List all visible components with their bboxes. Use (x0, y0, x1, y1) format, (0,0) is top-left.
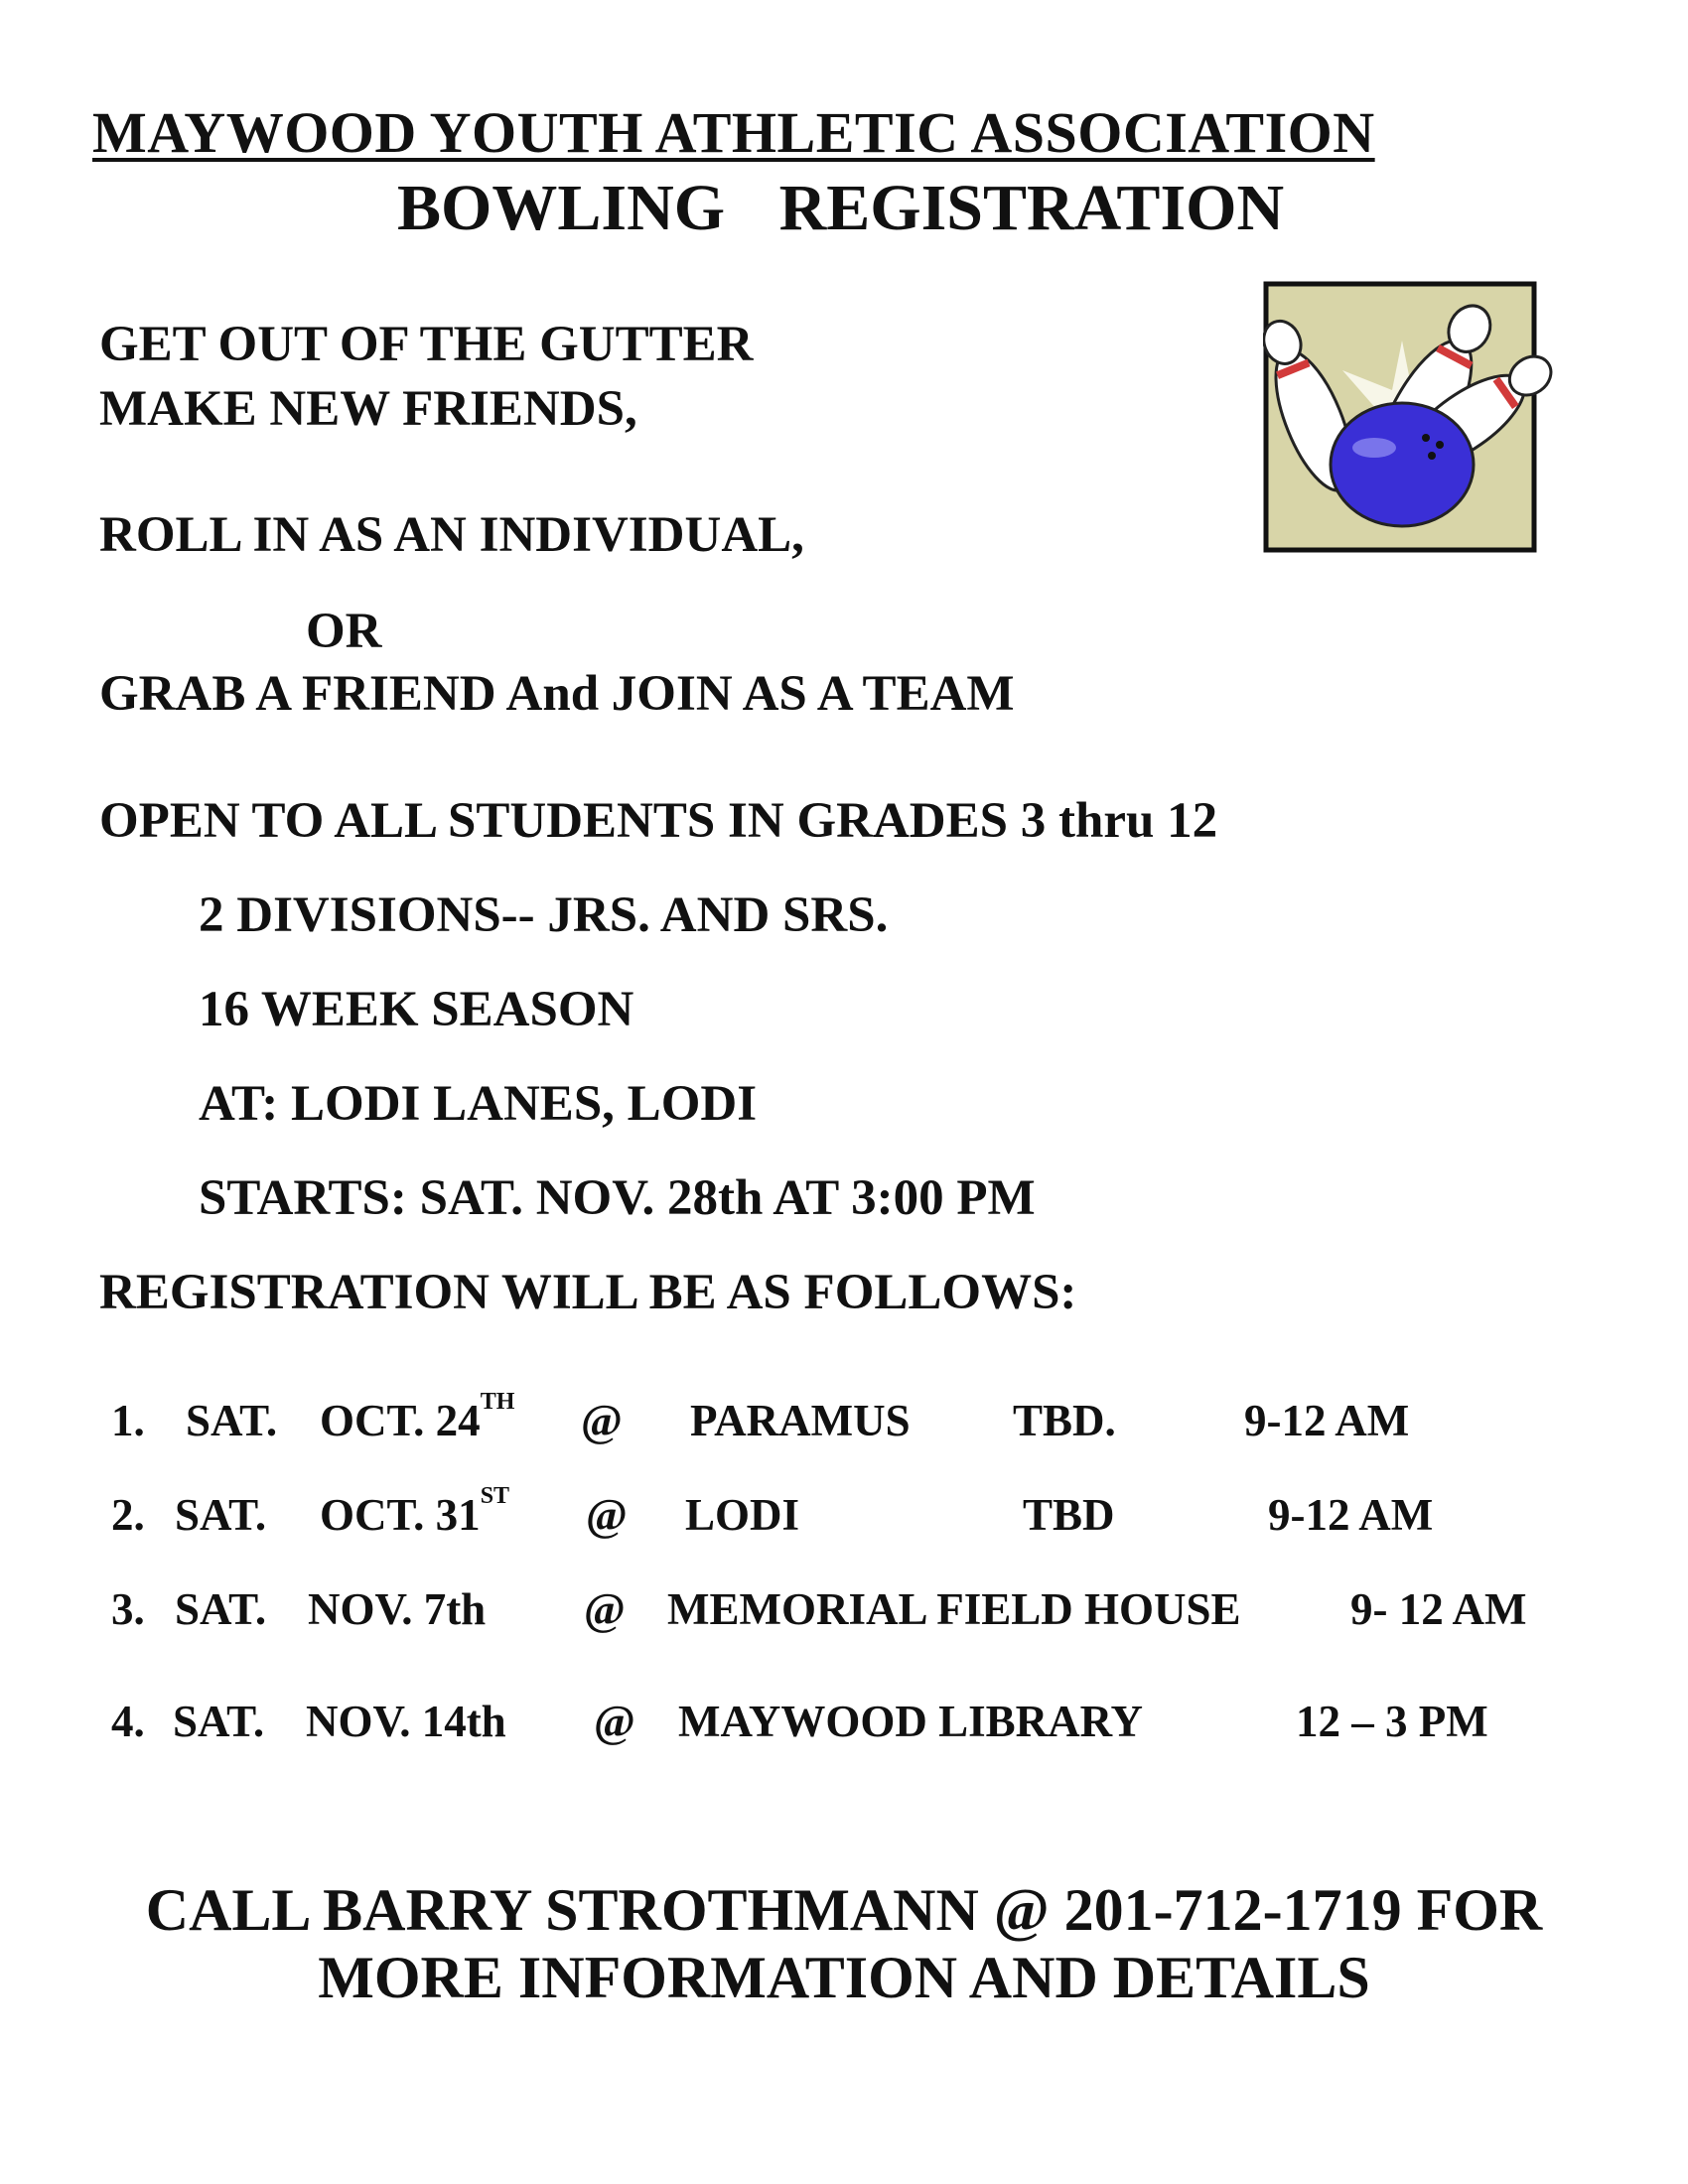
schedule-time: 9- 12 AM (1350, 1584, 1527, 1634)
schedule-time: 9-12 AM (1244, 1396, 1410, 1445)
season-text: 16 WEEK SEASON (199, 982, 634, 1037)
schedule-note: TBD (1023, 1490, 1115, 1540)
divisions-text: 2 DIVISIONS-- JRS. AND SRS. (199, 887, 889, 943)
intro-line: MAKE NEW FRIENDS, (99, 381, 637, 437)
schedule-place: MAYWOOD LIBRARY (678, 1697, 1144, 1746)
schedule-date: OCT. 31ST (320, 1483, 510, 1540)
schedule-number: 4. (111, 1697, 145, 1746)
schedule-place: MEMORIAL FIELD HOUSE (667, 1584, 1241, 1634)
schedule-date: NOV. 14th (306, 1697, 506, 1746)
intro-line: GET OUT OF THE GUTTER (99, 317, 754, 372)
contact-line: CALL BARRY STROTHMANN @ 201-712-1719 FOR (145, 1877, 1543, 1943)
registration-heading: REGISTRATION WILL BE AS FOLLOWS: (99, 1265, 1077, 1320)
start-date-text: STARTS: SAT. NOV. 28th AT 3:00 PM (199, 1170, 1036, 1226)
schedule-note: TBD. (1013, 1396, 1116, 1445)
schedule-at: @ (581, 1396, 623, 1445)
schedule-number: 3. (111, 1584, 145, 1634)
eligibility-text: OPEN TO ALL STUDENTS IN GRADES 3 thru 12 (99, 793, 1218, 849)
schedule-day: SAT. (186, 1396, 278, 1445)
schedule-time: 12 – 3 PM (1296, 1697, 1488, 1746)
schedule-at: @ (584, 1584, 626, 1634)
schedule-day: SAT. (175, 1584, 267, 1634)
page-title: BOWLING REGISTRATION (397, 172, 1285, 244)
schedule-place: PARAMUS (690, 1396, 911, 1445)
intro-line: OR (306, 604, 382, 659)
organization-name: MAYWOOD YOUTH ATHLETIC ASSOCIATION (92, 100, 1375, 165)
schedule-day: SAT. (173, 1697, 265, 1746)
schedule-number: 2. (111, 1490, 145, 1540)
schedule-place: LODI (685, 1490, 800, 1540)
intro-line: ROLL IN AS AN INDIVIDUAL, (99, 507, 804, 563)
schedule-number: 1. (111, 1396, 145, 1445)
bowling-pins-and-ball-icon (1263, 281, 1557, 555)
schedule-day: SAT. (175, 1490, 267, 1540)
schedule-at: @ (586, 1490, 628, 1540)
intro-line: GRAB A FRIEND And JOIN AS A TEAM (99, 666, 1015, 722)
schedule-at: @ (594, 1697, 635, 1746)
schedule-time: 9-12 AM (1268, 1490, 1434, 1540)
schedule-date: OCT. 24TH (320, 1389, 515, 1445)
contact-line: MORE INFORMATION AND DETAILS (318, 1945, 1370, 2010)
schedule-date: NOV. 7th (308, 1584, 487, 1634)
location-text: AT: LODI LANES, LODI (199, 1076, 758, 1132)
